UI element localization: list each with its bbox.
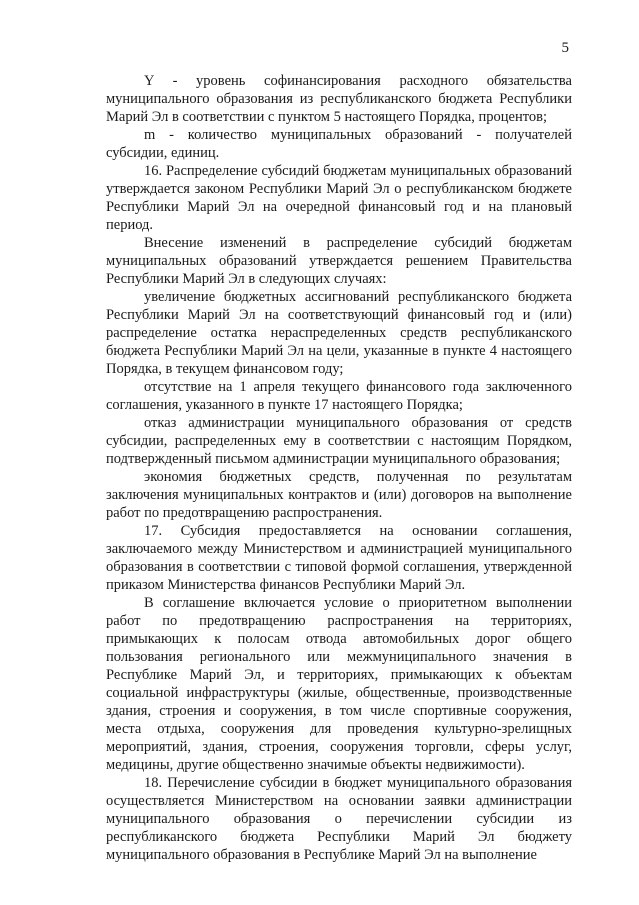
document-body [106, 72, 572, 864]
paragraph-case-savings: экономия бюджетных средств, полученная по результатам заключения муниципальных контрактов и (или) договоров на выполнение работ по предотвращению распространения. [106, 469, 572, 521]
paragraph-m-definition: m - количество муниципальных образований - получателей субсидии, единиц. [106, 127, 572, 161]
page-number: 5 [561, 40, 569, 56]
paragraph-agreement-condition: В соглашение включается условие о приоритетном выполнении работ по предотвращению распространения на территориях, примыкающих к полосам отвода автомобильных дорог общего пользования регионального или межмуниципального значения в Республике Марий Эл, и территориях, примыкающих к объектам социальной инфраструктуры (жилые, общественные, производственные здания, строения и сооружения, в том числе спортивные сооружения, места отдыха, сооружения для проведения культурно-зрелищных мероприятий, здания, строения, сооружения торговли, сферы услуг, медицины, другие общественно значимые объекты недвижимости). [106, 595, 572, 773]
paragraph-item-16: 16. Распределение субсидий бюджетам муниципальных образований утверждается законом Республики Марий Эл о республиканском бюджете Республики Марий Эл на очередной финансовый год и на плановый период. [106, 163, 572, 233]
paragraph-item-18: 18. Перечисление субсидии в бюджет муниципального образования осуществляется Министерством на основании заявки администрации муниципального образования о перечислении субсидии из республиканского бюджета Республики Марий Эл бюджету муниципального образования в Республике Марий Эл на выполнение [106, 775, 572, 863]
paragraph-item-17: 17. Субсидия предоставляется на основании соглашения, заключаемого между Министерством и администрацией муниципального образования в соответствии с типовой формой соглашения, утвержденной приказом Министерства финансов Республики Марий Эл. [106, 523, 572, 593]
paragraph-case-increase: увеличение бюджетных ассигнований республиканского бюджета Республики Марий Эл на соответствующий финансовый год и (или) распределение остатка нераспределенных средств республиканского бюджета Республики Марий Эл на цели, указанные в пункте 4 настоящего Порядка, в текущем финансовом году; [106, 289, 572, 377]
paragraph-case-refusal: отказ администрации муниципального образования от средств субсидии, распределенных ему в соответствии с настоящим Порядком, подтвержденный письмом администрации муниципального образования; [106, 415, 572, 467]
paragraph-case-no-agreement: отсутствие на 1 апреля текущего финансового года заключенного соглашения, указанного в пункте 17 настоящего Порядка; [106, 379, 572, 413]
paragraph-amendments: Внесение изменений в распределение субсидий бюджетам муниципальных образований утверждается решением Правительства Республики Марий Эл в следующих случаях: [106, 235, 572, 287]
paragraph-y-definition: Y - уровень софинансирования расходного обязательства муниципального образования из республиканского бюджета Республики Марий Эл в соответствии с пунктом 5 настоящего Порядка, процентов; [106, 73, 572, 125]
